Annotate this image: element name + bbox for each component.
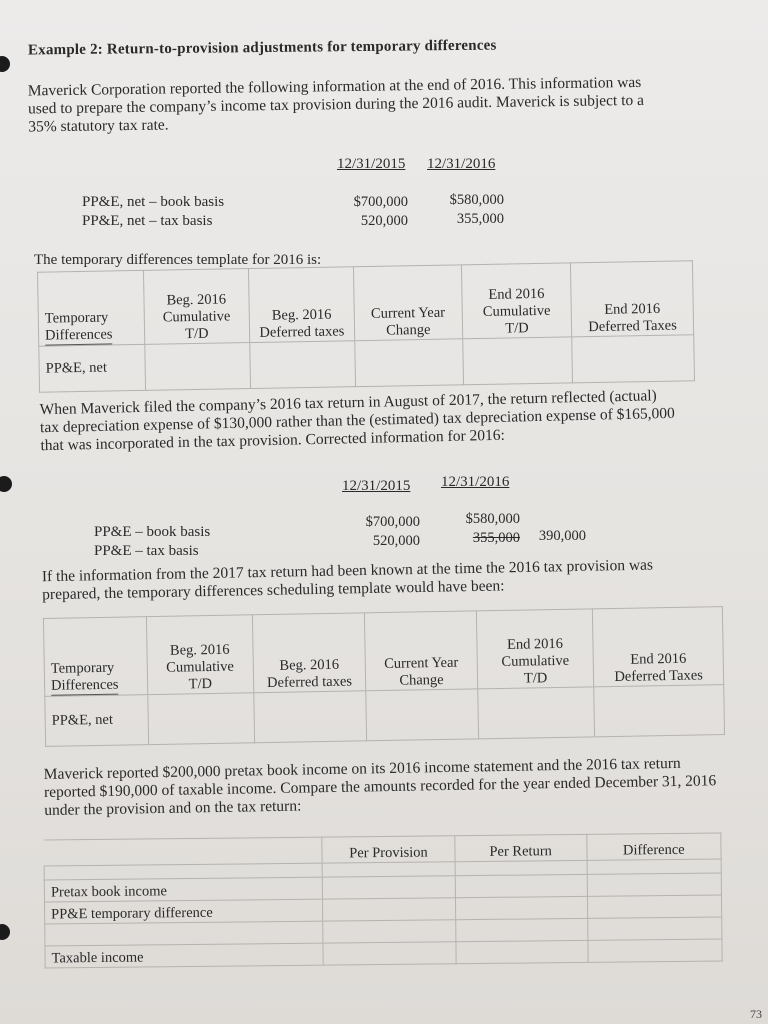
cell-blank[interactable] bbox=[366, 689, 479, 741]
cell-blank[interactable] bbox=[463, 337, 573, 385]
header-beg-cumulative: Beg. 2016 Cumulative T/D bbox=[146, 615, 254, 695]
provision-vs-return-table bbox=[43, 832, 722, 968]
header-end-cumulative: End 2016 Cumulative T/D bbox=[461, 263, 571, 339]
binder-hole bbox=[0, 924, 10, 940]
tax-basis-2016-struck: 355,000 bbox=[472, 530, 520, 546]
cell-blank[interactable] bbox=[147, 693, 254, 745]
cell-blank[interactable] bbox=[587, 873, 722, 896]
spacer bbox=[455, 918, 587, 941]
cell-blank[interactable] bbox=[456, 940, 588, 963]
if-paragraph: If the information from the 2017 tax return had been known at the time the 2016 tax provision was prepared, the temporary differences scheduling template would have been: bbox=[41, 556, 654, 604]
col-header-2015: 12/31/2015 bbox=[342, 478, 411, 494]
corrected-differences-template bbox=[43, 606, 725, 747]
cell-blank[interactable] bbox=[455, 874, 587, 897]
col-header-2016: 12/31/2016 bbox=[441, 474, 510, 490]
spacer bbox=[455, 860, 587, 875]
header-beg-cumulative: Beg. 2016 Cumulative T/D bbox=[143, 269, 250, 345]
tax-basis-2016: 355,000 bbox=[456, 211, 504, 227]
col-header-2016: 12/31/2016 bbox=[427, 156, 496, 172]
header-temporary-differences: Temporary Differences bbox=[43, 617, 147, 697]
temporary-differences-template bbox=[37, 260, 695, 392]
row-label-ppe: PP&E, net bbox=[45, 695, 148, 747]
tax-basis-2015: 520,000 bbox=[360, 213, 408, 229]
book-basis-label: PP&E – book basis bbox=[94, 524, 211, 540]
cell-blank[interactable] bbox=[144, 343, 250, 391]
binder-hole bbox=[0, 56, 10, 72]
page-number: 73 bbox=[750, 1007, 762, 1021]
cell-blank[interactable] bbox=[250, 341, 355, 389]
cell-blank[interactable] bbox=[588, 939, 723, 962]
cell-blank[interactable] bbox=[478, 687, 595, 739]
book-basis-2016: $580,000 bbox=[465, 511, 520, 527]
spacer bbox=[322, 862, 454, 877]
header-end-deferred: End 2016 Deferred Taxes bbox=[593, 607, 724, 687]
blank-header bbox=[44, 837, 323, 866]
cell-blank[interactable] bbox=[254, 691, 367, 743]
header-temporary-differences: Temporary Differences bbox=[38, 270, 145, 346]
filed-paragraph: When Maverick filed the company’s 2016 tax return in August of 2017, the return reflected (actual) tax depreciation expense of $130,000 rather than the (estimated) tax depreciation expense of $165,000 that was incorporated in the tax provision. Corrected information for 2016: bbox=[39, 387, 675, 455]
spacer bbox=[587, 917, 722, 940]
cell-blank[interactable] bbox=[594, 685, 725, 737]
tax-basis-label: PP&E – tax basis bbox=[94, 543, 199, 559]
tax-basis-label: PP&E, net – tax basis bbox=[82, 213, 213, 229]
binder-hole bbox=[0, 476, 12, 492]
row-label-pretax: Pretax book income bbox=[44, 877, 323, 902]
cell-blank[interactable] bbox=[587, 895, 722, 918]
book-basis-2015: $700,000 bbox=[365, 514, 420, 530]
header-beg-deferred: Beg. 2016 Deferred taxes bbox=[248, 267, 354, 343]
tax-basis-2016-corrected: 390,000 bbox=[538, 528, 586, 544]
example-title: Example 2: Return-to-provision adjustments for temporary differences bbox=[27, 37, 497, 59]
book-basis-2015: $700,000 bbox=[353, 194, 408, 210]
header-current-change: Current Year Change bbox=[364, 611, 477, 691]
row-label-ppe-temp: PP&E temporary difference bbox=[44, 899, 323, 924]
spacer bbox=[587, 859, 721, 874]
tax-basis-2015: 520,000 bbox=[372, 533, 420, 549]
col-header-2015: 12/31/2015 bbox=[337, 156, 406, 172]
cell-blank[interactable] bbox=[323, 942, 455, 965]
intro-paragraph: Maverick Corporation reported the following information at the end of 2016. This information was used to prepare the company’s income tax provision during the 2016 audit. Maverick is subject to a 35% statutory tax rate. bbox=[27, 73, 645, 136]
header-end-cumulative: End 2016 Cumulative T/D bbox=[476, 609, 594, 689]
spacer bbox=[45, 921, 324, 946]
cell-blank[interactable] bbox=[572, 335, 695, 383]
header-difference: Difference bbox=[587, 833, 722, 860]
row-label-ppe: PP&E, net bbox=[39, 344, 145, 392]
header-beg-deferred: Beg. 2016 Deferred taxes bbox=[252, 613, 365, 693]
spacer bbox=[323, 920, 455, 943]
header-per-provision: Per Provision bbox=[322, 836, 454, 863]
reported-paragraph: Maverick reported $200,000 pretax book income on its 2016 income statement and the 2016 tax return reported $190,000 of taxable income. Compare the amounts recorded for the year ended December 31, 2016 under the provision and on the tax return: bbox=[43, 754, 717, 820]
cell-blank[interactable] bbox=[323, 876, 455, 899]
row-label-taxable: Taxable income bbox=[45, 943, 324, 968]
cell-blank[interactable] bbox=[455, 896, 587, 919]
book-basis-2016: $580,000 bbox=[449, 192, 504, 208]
header-end-deferred: End 2016 Deferred Taxes bbox=[570, 261, 693, 337]
header-current-change: Current Year Change bbox=[353, 265, 462, 341]
template-intro: The temporary differences template for 2016 is: bbox=[34, 252, 322, 268]
cell-blank[interactable] bbox=[354, 339, 463, 387]
book-basis-label: PP&E, net – book basis bbox=[82, 194, 225, 210]
header-per-return: Per Return bbox=[454, 834, 586, 861]
cell-blank[interactable] bbox=[323, 898, 455, 921]
